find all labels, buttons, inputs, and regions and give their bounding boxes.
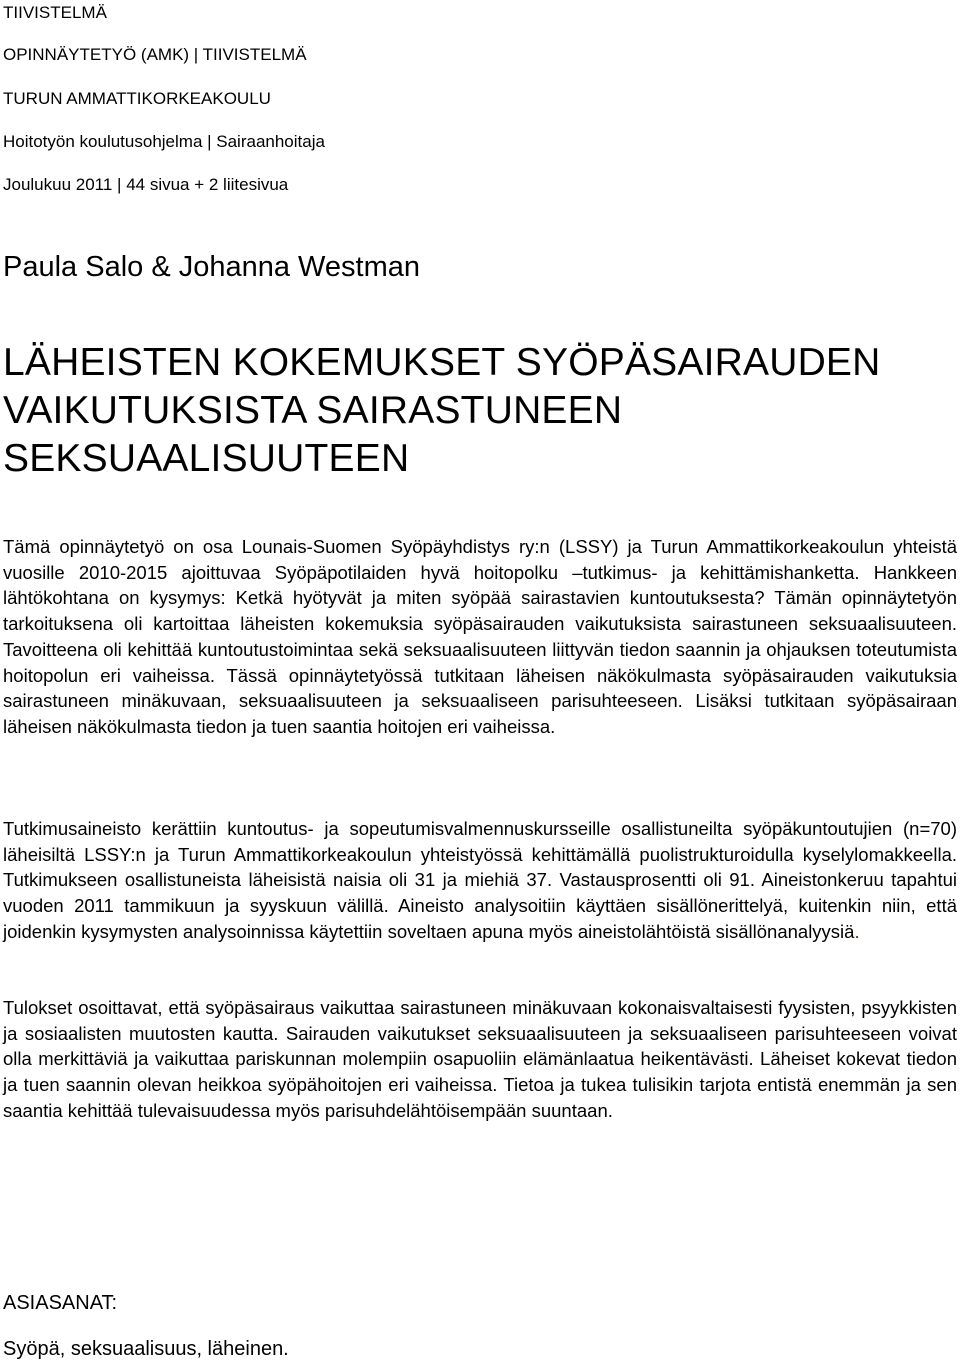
abstract-paragraph-2-end-mark: . [854, 920, 860, 942]
title-line-3: SEKSUAALISUUTEEN [3, 437, 410, 480]
abstract-paragraph-1-text: Tämä opinnäytetyö on osa Lounais-Suomen Syöpäyhdistys ry:n (LSSY) ja Turun Ammattikorkeakoulun yhteistä vuosille 2010-2015 ajoittuvaa Syöpäpotilaiden hyvä hoitopolku –tutkimus- ja kehittämishanketta. Hankkeen lähtökohtana on kysymys: Ketkä hyötyvät ja miten syöpää sairastavien kuntoutuksesta? Tämän opinnäytetyön tarkoituksena oli kartoittaa läheisten kokemuksia syöpäsairauden vaikutuksista sairastuneen seksuaalisuuteen. Tavoitteena oli kehittää kuntoutustoimintaa sekä seksuaalisuuteen liittyvän tiedon saannin ja ohjauksen toteutumista hoitopolun eri vaiheissa. Tässä opinnäytetyössä tutkitaan läheisen näkökulmasta syöpäsairauden vaikutuksia sairastuneen minäkuvaan, seksuaalisuuteen ja seksuaaliseen parisuhteeseen. Lisäksi tutkitaan syöpäsairaan läheisen näkökulmasta tiedon ja tuen saantia hoitojen eri vaiheissa. [3, 536, 957, 737]
abstract-paragraph-2-text: Tutkimusaineisto kerättiin kuntoutus- ja sopeutumisvalmennuskursseille osallistuneilta syöpäkuntoutujien (n=70) läheisiltä LSSY:n ja Turun Ammattikorkeakoulun yhteistyössä kehittämällä puolistrukturoidulla kyselylomakkeella. Tutkimukseen osallistuneista läheisistä naisia oli 31 ja miehiä 37. Vastausprosentti oli 91. Aineistonkeruu tapahtui vuoden 2011 tammikuun ja syyskuun välillä. Aineisto analysoitiin käyttäen sisällönerittelyä, kuitenkin niin, että joidenkin kysymysten analysoinnissa käytettiin soveltaen apuna myös aineistolähtöistä sisällönanalyysiä [3, 818, 957, 942]
title-line-1: LÄHEISTEN KOKEMUKSET SYÖPÄSAIRAUDEN [3, 341, 881, 384]
abstract-paragraph-3 [3, 995, 957, 1124]
title-line-2: VAIKUTUKSISTA SAIRASTUNEEN [3, 389, 623, 432]
author-names: Paula Salo & Johanna Westman [3, 251, 421, 283]
abstract-paragraph-3-text: Tulokset osoittavat, että syöpäsairaus vaikuttaa sairastuneen minäkuvaan kokonaisvaltaisesti fyysisten, psyykkisten ja sosiaalisten muutosten kautta. Sairauden vaikutukset seksuaalisuuteen ja seksuaaliseen parisuhteeseen voivat olla merkittäviä ja vaikuttaa pariskunnan molempiin osapuoliin elämänlaatua heikentävästi. Läheiset kokevat tiedon ja tuen saannin olevan heikkoa syöpähoitojen eri vaiheissa. Tietoa ja tukea tulisikin tarjota entistä enemmän ja sen saantia kehittää tulevaisuudessa myös parisuhdelähtöisempään suuntaan. [3, 997, 957, 1121]
thesis-type: OPINNÄYTETYÖ (AMK) | TIIVISTELMÄ [3, 45, 307, 64]
abstract-paragraph-1 [3, 534, 957, 740]
abstract-paragraph-2-text-wrapper [3, 816, 957, 945]
abstract-paragraph-2 [3, 816, 957, 945]
keywords-label: ASIASANAT: [3, 1292, 118, 1314]
thesis-title [3, 339, 881, 483]
institution-name: TURUN AMMATTIKORKEAKOULU [3, 89, 271, 108]
keywords-value: Syöpä, seksuaalisuus, läheinen. [3, 1338, 289, 1360]
section-label: TIIVISTELMÄ [3, 3, 107, 22]
date-pages-line: Joulukuu 2011 | 44 sivua + 2 liitesivua [3, 175, 289, 194]
programme-line: Hoitotyön koulutusohjelma | Sairaanhoitaja [3, 132, 325, 151]
